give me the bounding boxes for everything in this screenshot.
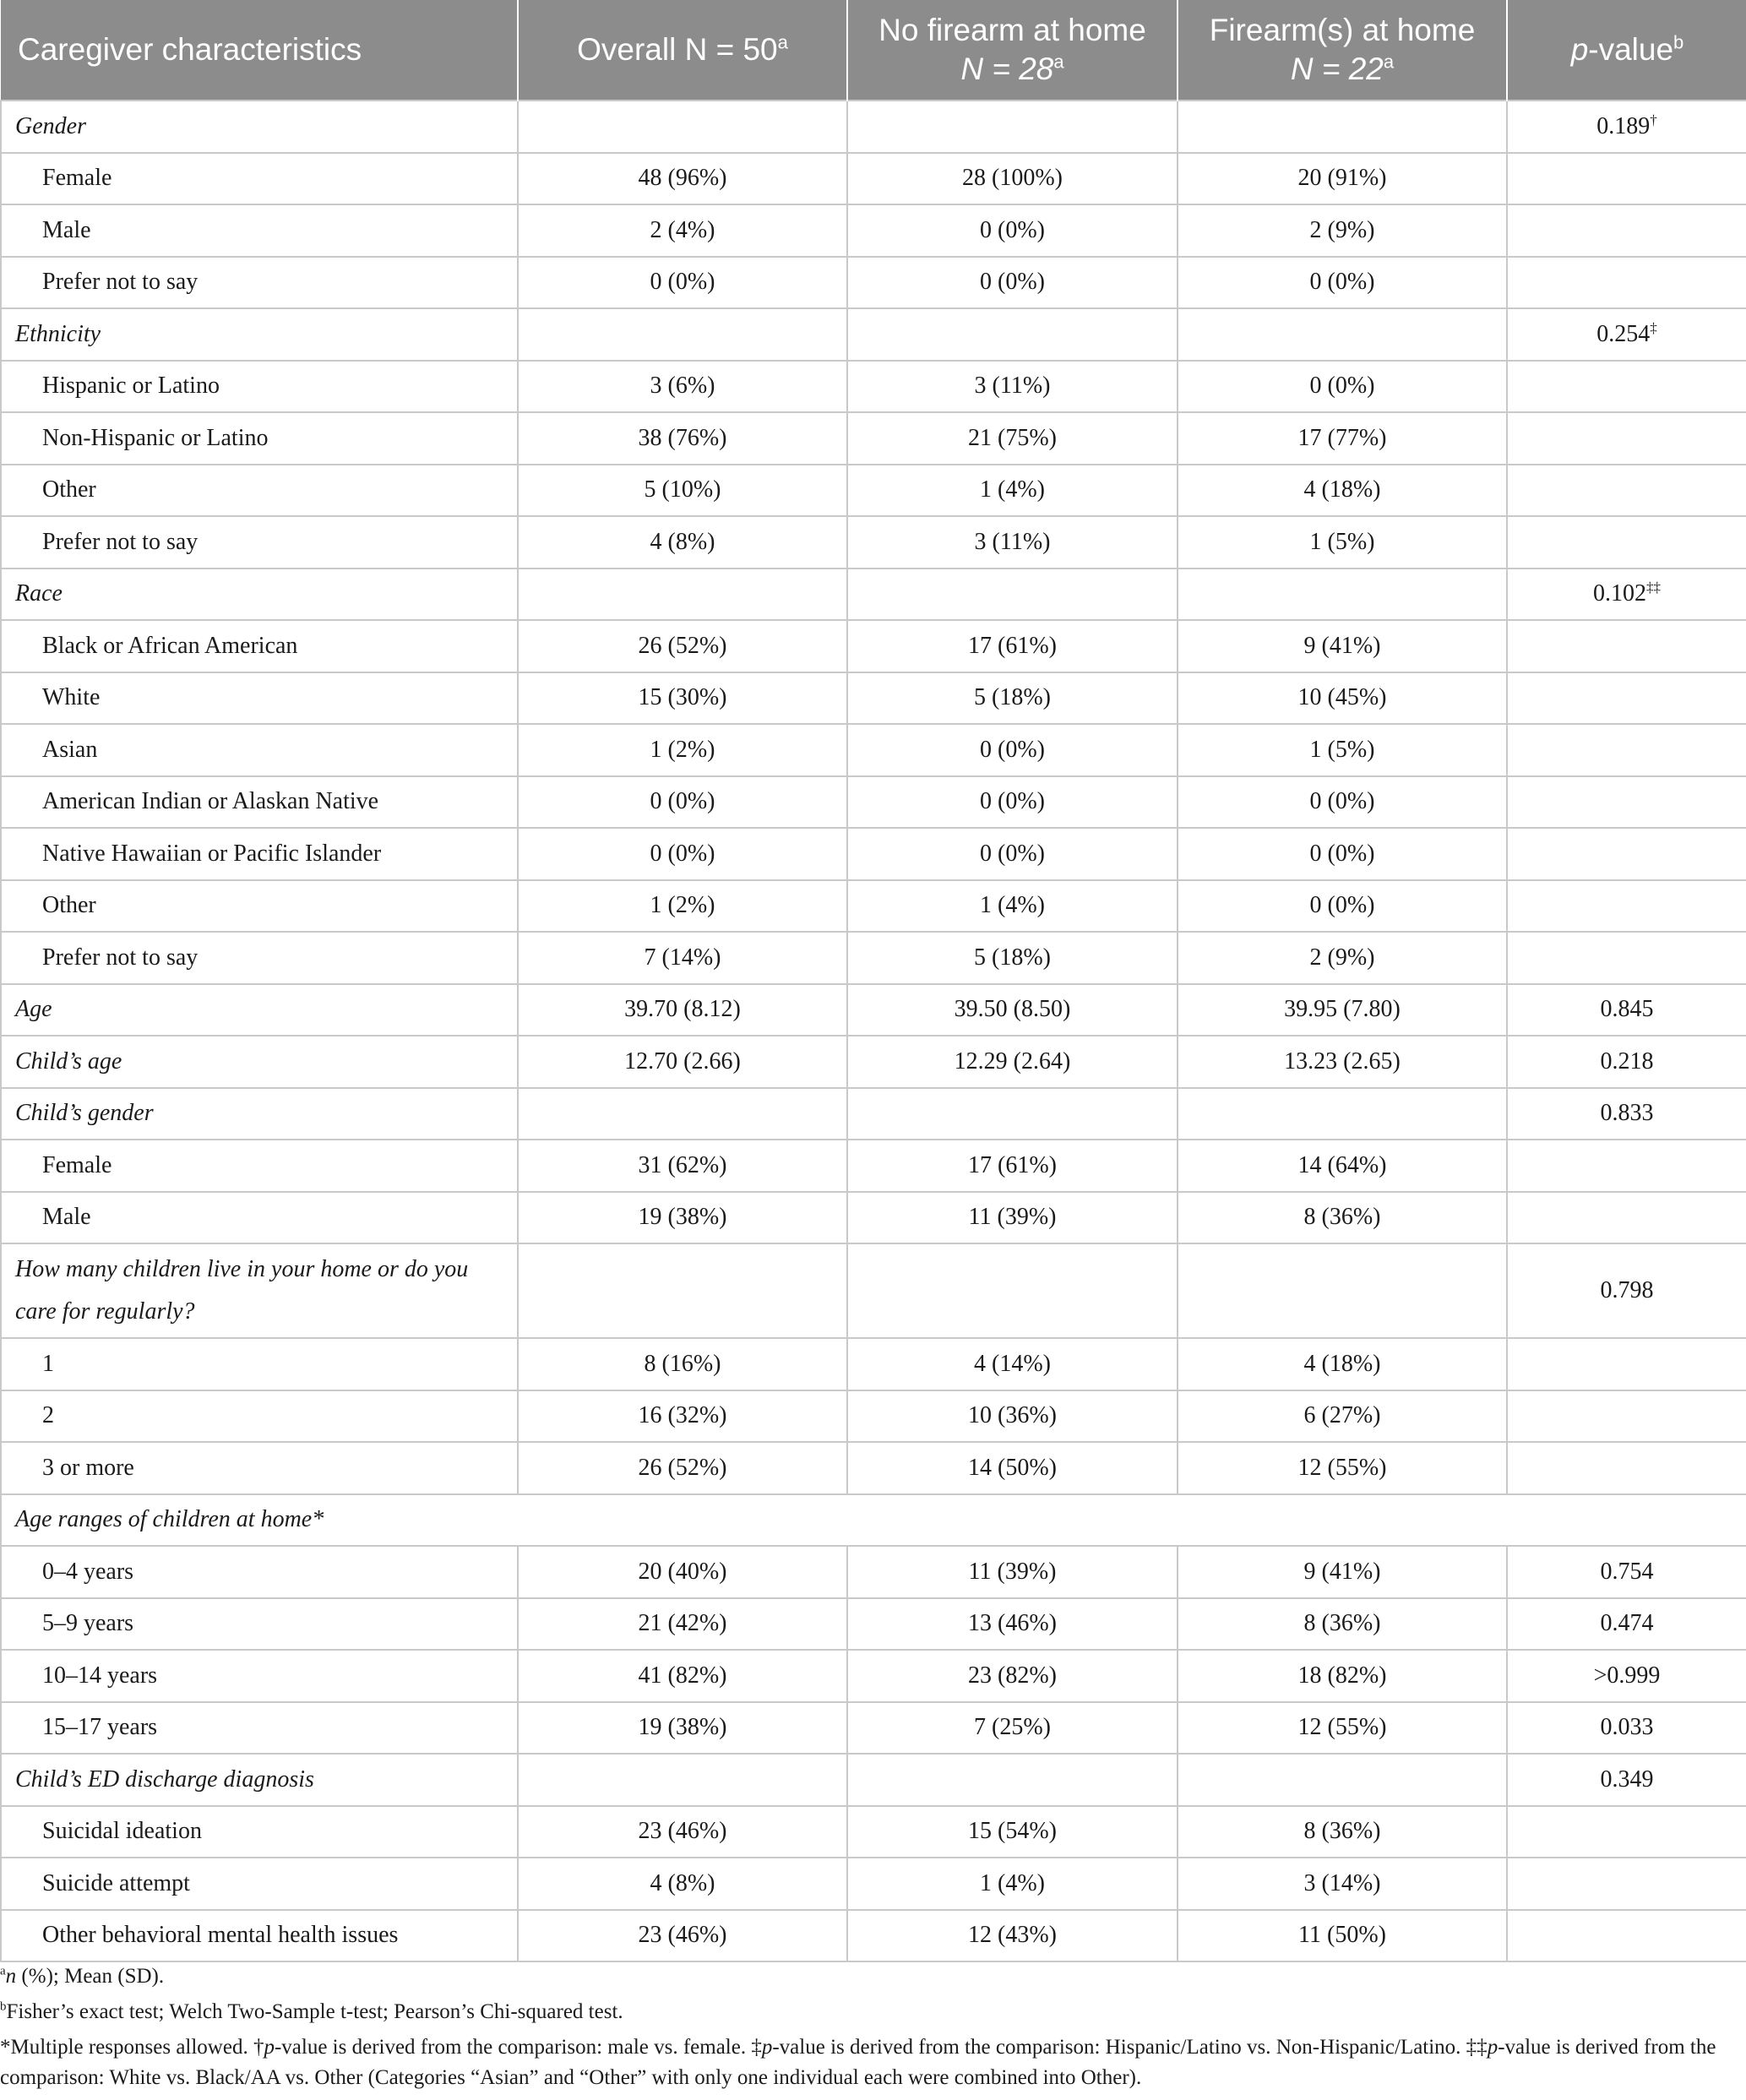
cell-firearm: 4 (18%) [1178, 465, 1507, 517]
cell-firearm: 12 (55%) [1178, 1442, 1507, 1494]
cell-overall: 0 (0%) [518, 828, 847, 880]
header-no-firearm-sup: a [1053, 51, 1064, 73]
cell-firearm: 8 (36%) [1178, 1806, 1507, 1858]
cell-no-firearm: 1 (4%) [847, 1858, 1178, 1910]
cell-overall: 26 (52%) [518, 620, 847, 672]
table-footnotes [0, 1961, 1723, 2098]
footnote-star [0, 2032, 1723, 2093]
footnote-a [0, 1961, 1723, 1992]
cell-overall: 1 (2%) [518, 880, 847, 933]
cell-no-firearm [847, 101, 1178, 153]
cell-overall: 15 (30%) [518, 672, 847, 725]
table-row [1, 1910, 1746, 1962]
footnote-star-part2: -value is derived from the comparison: male vs. female. ‡ [274, 2036, 762, 2059]
header-characteristics-label: Caregiver characteristics [18, 32, 362, 67]
cell-no-firearm: 28 (100%) [847, 153, 1178, 205]
cell-p-value [1507, 1546, 1746, 1598]
row-label: Age ranges of children at home* [1, 1494, 1746, 1547]
table-row [1, 1546, 1746, 1598]
cell-overall: 3 (6%) [518, 361, 847, 413]
p-value-text: 0.833 [1600, 1100, 1654, 1127]
table-header [1, 0, 1746, 101]
p-value-text: 0.189 [1596, 112, 1651, 139]
cell-p-value [1507, 1338, 1746, 1390]
p-value-marker: † [1650, 112, 1657, 128]
row-label: Asian [1, 724, 518, 776]
table-row [1, 984, 1746, 1036]
cell-overall [518, 308, 847, 361]
table-row [1, 1192, 1746, 1244]
row-label: How many children live in your home or do you care for regularly? [1, 1243, 518, 1338]
p-value-text: 0.754 [1600, 1558, 1654, 1585]
cell-no-firearm: 4 (14%) [847, 1338, 1178, 1390]
cell-no-firearm: 13 (46%) [847, 1598, 1178, 1651]
cell-firearm [1178, 569, 1507, 621]
table-row [1, 412, 1746, 465]
table-row [1, 1036, 1746, 1088]
cell-p-value [1507, 776, 1746, 829]
table-row [1, 1650, 1746, 1702]
cell-firearm [1178, 1088, 1507, 1140]
cell-p-value [1507, 1442, 1746, 1494]
cell-no-firearm: 15 (54%) [847, 1806, 1178, 1858]
footnote-a-sup: a [0, 1964, 6, 1978]
cell-p-value [1507, 1910, 1746, 1962]
cell-no-firearm [847, 308, 1178, 361]
cell-overall: 8 (16%) [518, 1338, 847, 1390]
cell-no-firearm: 17 (61%) [847, 1140, 1178, 1192]
table-row [1, 724, 1746, 776]
row-label: Other behavioral mental health issues [1, 1910, 518, 1962]
cell-overall: 26 (52%) [518, 1442, 847, 1494]
cell-no-firearm: 17 (61%) [847, 620, 1178, 672]
table-row [1, 880, 1746, 933]
header-overall-sup: a [777, 31, 788, 53]
cell-overall [518, 1088, 847, 1140]
cell-p-value [1507, 412, 1746, 465]
header-characteristics [1, 0, 518, 101]
table-row [1, 1702, 1746, 1755]
table-row [1, 361, 1746, 413]
table-row [1, 101, 1746, 153]
row-label: Female [1, 153, 518, 205]
table-row [1, 308, 1746, 361]
cell-no-firearm: 10 (36%) [847, 1390, 1178, 1443]
row-label: Native Hawaiian or Pacific Islander [1, 828, 518, 880]
cell-p-value [1507, 153, 1746, 205]
cell-firearm: 1 (5%) [1178, 516, 1507, 569]
cell-overall [518, 569, 847, 621]
cell-firearm: 9 (41%) [1178, 620, 1507, 672]
cell-firearm [1178, 101, 1507, 153]
cell-no-firearm: 5 (18%) [847, 672, 1178, 725]
row-label: Child’s ED discharge diagnosis [1, 1754, 518, 1806]
header-no-firearm [847, 0, 1178, 101]
row-label: Child’s age [1, 1036, 518, 1088]
cell-p-value [1507, 1390, 1746, 1443]
cell-overall: 12.70 (2.66) [518, 1036, 847, 1088]
footnote-star-p3: p [1487, 2036, 1499, 2059]
cell-p-value [1507, 724, 1746, 776]
cell-p-value [1507, 516, 1746, 569]
p-value-text: 0.218 [1600, 1047, 1654, 1074]
cell-firearm: 0 (0%) [1178, 828, 1507, 880]
row-label: Other [1, 465, 518, 517]
table-row [1, 516, 1746, 569]
cell-p-value [1507, 308, 1746, 361]
table-row [1, 257, 1746, 309]
cell-p-value [1507, 1702, 1746, 1755]
footnote-star-part1: *Multiple responses allowed. † [0, 2036, 264, 2059]
row-label: Male [1, 1192, 518, 1244]
cell-p-value [1507, 1598, 1746, 1651]
cell-no-firearm: 39.50 (8.50) [847, 984, 1178, 1036]
cell-overall: 2 (4%) [518, 204, 847, 257]
cell-firearm: 2 (9%) [1178, 932, 1507, 984]
cell-firearm: 9 (41%) [1178, 1546, 1507, 1598]
cell-p-value [1507, 932, 1746, 984]
row-label: Non-Hispanic or Latino [1, 412, 518, 465]
table-row [1, 1140, 1746, 1192]
cell-firearm: 0 (0%) [1178, 880, 1507, 933]
cell-no-firearm: 5 (18%) [847, 932, 1178, 984]
cell-no-firearm: 3 (11%) [847, 361, 1178, 413]
cell-no-firearm: 21 (75%) [847, 412, 1178, 465]
footnote-b-text: Fisher’s exact test; Welch Two-Sample t-test; Pearson’s Chi-squared test. [6, 2000, 623, 2023]
row-label: Race [1, 569, 518, 621]
footnote-star-part3: -value is derived from the comparison: Hispanic/Latino vs. Non-Hispanic/Latino. ‡‡ [772, 2036, 1488, 2059]
cell-no-firearm: 0 (0%) [847, 828, 1178, 880]
header-firearm [1178, 0, 1507, 101]
row-label: Male [1, 204, 518, 257]
cell-overall: 48 (96%) [518, 153, 847, 205]
row-label: 5–9 years [1, 1598, 518, 1651]
header-row [1, 0, 1746, 101]
cell-no-firearm: 0 (0%) [847, 204, 1178, 257]
footnote-a-n: n [5, 1965, 17, 1988]
table-row [1, 1598, 1746, 1651]
footnote-star-p2: p [761, 2036, 773, 2059]
cell-overall: 19 (38%) [518, 1702, 847, 1755]
cell-firearm: 18 (82%) [1178, 1650, 1507, 1702]
row-label: White [1, 672, 518, 725]
row-label: Gender [1, 101, 518, 153]
row-label: American Indian or Alaskan Native [1, 776, 518, 829]
header-no-firearm-n: N = 28 [960, 52, 1054, 86]
row-label: Prefer not to say [1, 257, 518, 309]
cell-no-firearm: 12 (43%) [847, 1910, 1178, 1962]
cell-overall: 23 (46%) [518, 1910, 847, 1962]
row-label: Ethnicity [1, 308, 518, 361]
row-label: Suicidal ideation [1, 1806, 518, 1858]
cell-p-value [1507, 1192, 1746, 1244]
footnote-b [0, 1997, 1723, 2027]
footnote-star-part4: -value is derived from the comparison: White vs. Black/AA vs. Other (Categories “Asian” and “Other” with only one individual each were combined into Other). [0, 2036, 1716, 2089]
header-firearm-sup: a [1383, 51, 1395, 73]
footnote-star-p1: p [264, 2036, 275, 2059]
cell-no-firearm: 12.29 (2.64) [847, 1036, 1178, 1088]
cell-overall: 1 (2%) [518, 724, 847, 776]
cell-firearm: 12 (55%) [1178, 1702, 1507, 1755]
cell-no-firearm [847, 1243, 1178, 1338]
cell-no-firearm [847, 1088, 1178, 1140]
row-label: 10–14 years [1, 1650, 518, 1702]
cell-p-value [1507, 984, 1746, 1036]
table-row [1, 828, 1746, 880]
table-row [1, 153, 1746, 205]
p-value-marker: ‡‡ [1646, 579, 1661, 596]
cell-no-firearm: 11 (39%) [847, 1192, 1178, 1244]
cell-firearm: 8 (36%) [1178, 1598, 1507, 1651]
table-row [1, 1390, 1746, 1443]
cell-overall: 21 (42%) [518, 1598, 847, 1651]
cell-no-firearm [847, 1754, 1178, 1806]
cell-no-firearm: 0 (0%) [847, 776, 1178, 829]
p-value-text: 0.102 [1593, 580, 1646, 607]
cell-firearm: 3 (14%) [1178, 1858, 1507, 1910]
cell-firearm: 20 (91%) [1178, 153, 1507, 205]
cell-firearm: 1 (5%) [1178, 724, 1507, 776]
row-label: 2 [1, 1390, 518, 1443]
cell-no-firearm: 23 (82%) [847, 1650, 1178, 1702]
cell-overall: 0 (0%) [518, 257, 847, 309]
cell-no-firearm: 1 (4%) [847, 880, 1178, 933]
table-row [1, 1806, 1746, 1858]
row-label: 0–4 years [1, 1546, 518, 1598]
cell-p-value [1507, 465, 1746, 517]
row-label: Child’s gender [1, 1088, 518, 1140]
table-row [1, 1243, 1746, 1338]
cell-p-value [1507, 204, 1746, 257]
p-value-text: 0.798 [1600, 1277, 1654, 1303]
cell-overall: 19 (38%) [518, 1192, 847, 1244]
cell-firearm: 2 (9%) [1178, 204, 1507, 257]
row-label: Hispanic or Latino [1, 361, 518, 413]
cell-no-firearm: 11 (39%) [847, 1546, 1178, 1598]
table-row [1, 1442, 1746, 1494]
cell-overall: 41 (82%) [518, 1650, 847, 1702]
cell-overall: 39.70 (8.12) [518, 984, 847, 1036]
cell-p-value [1507, 101, 1746, 153]
cell-firearm: 13.23 (2.65) [1178, 1036, 1507, 1088]
row-label: Age [1, 984, 518, 1036]
header-p-rest: -value [1588, 32, 1674, 67]
header-overall [518, 0, 847, 101]
cell-no-firearm: 7 (25%) [847, 1702, 1178, 1755]
row-label: 1 [1, 1338, 518, 1390]
row-label: Suicide attempt [1, 1858, 518, 1910]
row-label: Prefer not to say [1, 516, 518, 569]
cell-no-firearm: 1 (4%) [847, 465, 1178, 517]
table-row [1, 569, 1746, 621]
cell-firearm [1178, 1243, 1507, 1338]
row-label: Prefer not to say [1, 932, 518, 984]
footnote-a-text: (%); Mean (SD). [16, 1965, 165, 1988]
cell-firearm [1178, 1754, 1507, 1806]
header-overall-label: Overall N = 50 [577, 32, 778, 67]
footnote-b-sup: b [0, 1999, 7, 2014]
cell-p-value [1507, 1754, 1746, 1806]
cell-firearm: 4 (18%) [1178, 1338, 1507, 1390]
header-firearm-label: Firearm(s) at home [1209, 13, 1476, 47]
cell-firearm: 10 (45%) [1178, 672, 1507, 725]
row-label: Female [1, 1140, 518, 1192]
cell-overall: 7 (14%) [518, 932, 847, 984]
p-value-text: >0.999 [1593, 1662, 1661, 1689]
cell-overall: 23 (46%) [518, 1806, 847, 1858]
cell-overall [518, 101, 847, 153]
p-value-marker: ‡ [1650, 319, 1657, 336]
cell-overall: 5 (10%) [518, 465, 847, 517]
p-value-text: 0.349 [1600, 1765, 1654, 1793]
cell-overall: 16 (32%) [518, 1390, 847, 1443]
row-label: 15–17 years [1, 1702, 518, 1755]
cell-firearm: 17 (77%) [1178, 412, 1507, 465]
table-row [1, 1754, 1746, 1806]
cell-p-value [1507, 880, 1746, 933]
header-firearm-n: N = 22 [1290, 52, 1384, 86]
table-row [1, 1858, 1746, 1910]
cell-overall: 20 (40%) [518, 1546, 847, 1598]
header-no-firearm-label: No firearm at home [878, 13, 1146, 47]
table-row [1, 465, 1746, 517]
cell-p-value [1507, 1806, 1746, 1858]
cell-overall [518, 1243, 847, 1338]
row-label: Other [1, 880, 518, 933]
cell-firearm: 11 (50%) [1178, 1910, 1507, 1962]
header-p-letter: p [1570, 32, 1589, 67]
table-row [1, 1494, 1746, 1547]
cell-overall: 31 (62%) [518, 1140, 847, 1192]
cell-overall: 4 (8%) [518, 1858, 847, 1910]
table-row [1, 672, 1746, 725]
cell-firearm: 14 (64%) [1178, 1140, 1507, 1192]
cell-p-value [1507, 1243, 1746, 1338]
cell-firearm: 39.95 (7.80) [1178, 984, 1507, 1036]
cell-firearm: 0 (0%) [1178, 776, 1507, 829]
table-row [1, 776, 1746, 829]
cell-p-value [1507, 672, 1746, 725]
cell-overall: 38 (76%) [518, 412, 847, 465]
table-row [1, 1338, 1746, 1390]
cell-firearm: 0 (0%) [1178, 257, 1507, 309]
table-body [1, 101, 1746, 1961]
cell-firearm: 0 (0%) [1178, 361, 1507, 413]
table-row [1, 1088, 1746, 1140]
cell-no-firearm: 0 (0%) [847, 257, 1178, 309]
row-label: Black or African American [1, 620, 518, 672]
cell-p-value [1507, 569, 1746, 621]
cell-p-value [1507, 620, 1746, 672]
cell-overall: 4 (8%) [518, 516, 847, 569]
cell-p-value [1507, 1036, 1746, 1088]
cell-firearm: 6 (27%) [1178, 1390, 1507, 1443]
p-value-text: 0.033 [1600, 1714, 1654, 1741]
cell-firearm [1178, 308, 1507, 361]
cell-no-firearm: 0 (0%) [847, 724, 1178, 776]
cell-p-value [1507, 1650, 1746, 1702]
cell-p-value [1507, 828, 1746, 880]
header-p-sup: b [1673, 31, 1684, 53]
cell-no-firearm: 3 (11%) [847, 516, 1178, 569]
header-p-value [1507, 0, 1746, 101]
cell-p-value [1507, 361, 1746, 413]
p-value-text: 0.845 [1600, 996, 1654, 1023]
p-value-text: 0.474 [1600, 1610, 1654, 1637]
cell-p-value [1507, 1088, 1746, 1140]
cell-overall [518, 1754, 847, 1806]
cell-overall: 0 (0%) [518, 776, 847, 829]
cell-p-value [1507, 257, 1746, 309]
cell-firearm: 8 (36%) [1178, 1192, 1507, 1244]
cell-no-firearm: 14 (50%) [847, 1442, 1178, 1494]
table-row [1, 204, 1746, 257]
cell-no-firearm [847, 569, 1178, 621]
table-row [1, 932, 1746, 984]
p-value-text: 0.254 [1596, 320, 1651, 347]
table-row [1, 620, 1746, 672]
cell-p-value [1507, 1858, 1746, 1910]
row-label: 3 or more [1, 1442, 518, 1494]
cell-p-value [1507, 1140, 1746, 1192]
